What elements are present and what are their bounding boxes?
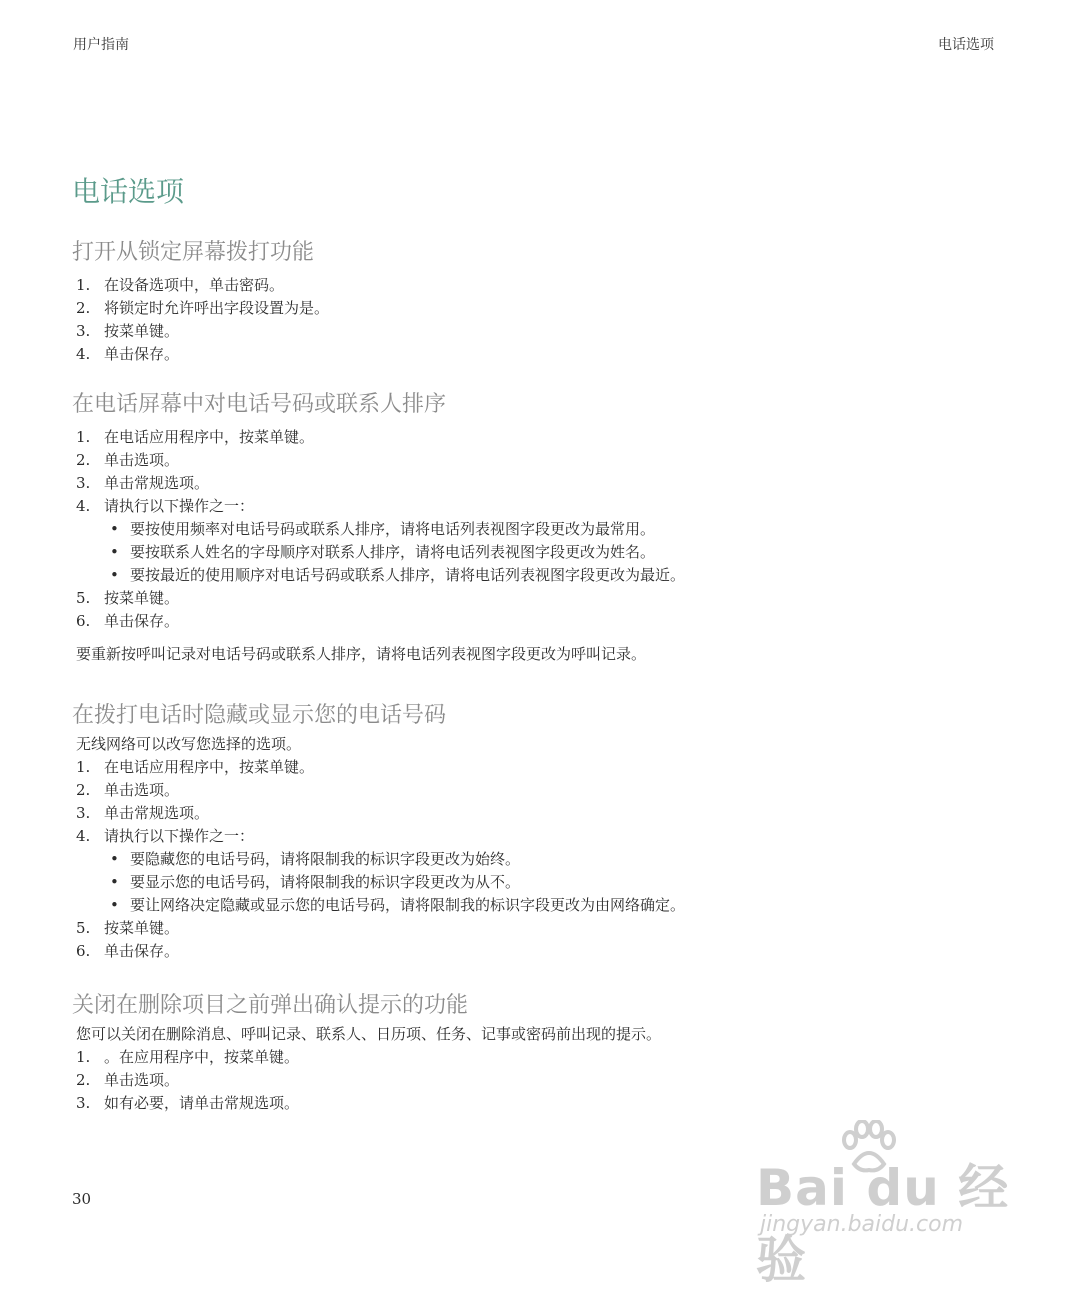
step-number: 3. — [76, 1094, 91, 1112]
section-lock-screen-dialing — [72, 238, 1002, 366]
step-number: 3. — [76, 474, 91, 492]
running-header-right: 电话选项 — [938, 37, 994, 53]
option-list — [72, 848, 1002, 917]
step-list — [72, 756, 1002, 963]
step-list — [72, 274, 1002, 366]
step-number: 1. — [76, 428, 91, 446]
section-sort-contacts — [72, 390, 1002, 666]
option-item — [108, 871, 1002, 894]
step-item — [72, 343, 1002, 366]
step-number: 4. — [76, 827, 91, 845]
step-item — [72, 1046, 1002, 1069]
step-text: 请执行以下操作之一： — [104, 827, 255, 845]
option-item — [108, 518, 1002, 541]
option-text: 要让网络决定隐藏或显示您的电话号码，请将限制我的标识字段更改为由网络确定。 — [130, 896, 686, 914]
step-text: 单击常规选项。 — [104, 474, 210, 492]
step-number: 1. — [76, 276, 91, 294]
section-heading: 在电话屏幕中对电话号码或联系人排序 — [72, 392, 447, 417]
option-text: 要按使用频率对电话号码或联系人排序，请将电话列表视图字段更改为最常用。 — [130, 520, 656, 538]
step-item — [72, 779, 1002, 802]
step-item — [72, 449, 1002, 472]
watermark-url: jingyan.baidu.com — [760, 1212, 964, 1237]
step-text: 按菜单键。 — [104, 589, 180, 607]
step-list — [72, 1046, 1002, 1115]
page-title: 电话选项 — [72, 175, 185, 208]
section-heading: 关闭在删除项目之前弹出确认提示的功能 — [72, 993, 469, 1018]
step-text: 单击保存。 — [104, 612, 180, 630]
step-text: 单击选项。 — [104, 781, 180, 799]
option-item — [108, 541, 1002, 564]
step-item — [72, 587, 1002, 610]
step-item — [72, 802, 1002, 825]
section-heading: 打开从锁定屏幕拨打功能 — [72, 240, 315, 265]
bullet-icon: • — [110, 850, 119, 868]
watermark-brand: Bai du 经验 — [756, 1159, 1010, 1289]
step-item — [72, 426, 1002, 449]
bullet-icon: • — [110, 873, 119, 891]
step-number: 6. — [76, 942, 91, 960]
step-list — [72, 426, 1002, 633]
option-text: 要显示您的电话号码，请将限制我的标识字段更改为从不。 — [130, 873, 521, 891]
step-text: 单击保存。 — [104, 345, 180, 363]
step-text: 在电话应用程序中，按菜单键。 — [104, 428, 315, 446]
step-text: 单击常规选项。 — [104, 804, 210, 822]
bullet-icon: • — [110, 543, 119, 561]
bullet-icon: • — [110, 896, 119, 914]
step-text: 按菜单键。 — [104, 322, 180, 340]
step-number: 4. — [76, 497, 91, 515]
step-text: 在电话应用程序中，按菜单键。 — [104, 758, 315, 776]
step-number: 3. — [76, 804, 91, 822]
step-number: 3. — [76, 322, 91, 340]
step-number: 2. — [76, 1071, 91, 1089]
option-text: 要按最近的使用顺序对电话号码或联系人排序，请将电话列表视图字段更改为最近。 — [130, 566, 686, 584]
section-heading: 在拨打电话时隐藏或显示您的电话号码 — [72, 703, 447, 728]
step-text: 按菜单键。 — [104, 919, 180, 937]
step-number: 1. — [76, 1048, 91, 1066]
step-item — [72, 472, 1002, 495]
step-number: 5. — [76, 589, 91, 607]
step-item — [72, 297, 1002, 320]
step-text: 如有必要，请单击常规选项。 — [104, 1094, 300, 1112]
option-text: 要按联系人姓名的字母顺序对联系人排序，请将电话列表视图字段更改为姓名。 — [130, 543, 656, 561]
step-item — [72, 917, 1002, 940]
page-number: 30 — [72, 1190, 92, 1208]
option-item — [108, 564, 1002, 587]
option-item — [108, 894, 1002, 917]
section-intro: 无线网络可以改写您选择的选项。 — [76, 735, 302, 753]
running-header-left: 用户指南 — [73, 37, 129, 53]
section-note: 要重新按呼叫记录对电话号码或联系人排序，请将电话列表视图字段更改为呼叫记录。 — [76, 645, 647, 663]
step-text: 在设备选项中，单击密码。 — [104, 276, 285, 294]
baidu-jingyan-watermark — [750, 1120, 1010, 1289]
step-item — [72, 756, 1002, 779]
step-text: 单击选项。 — [104, 1071, 180, 1089]
bullet-icon: • — [110, 566, 119, 584]
step-item — [72, 1069, 1002, 1092]
step-item — [72, 320, 1002, 343]
step-number: 1. — [76, 758, 91, 776]
step-number: 2. — [76, 451, 91, 469]
option-item — [108, 848, 1002, 871]
step-item — [72, 610, 1002, 633]
option-text: 要隐藏您的电话号码，请将限制我的标识字段更改为始终。 — [130, 850, 521, 868]
step-number: 5. — [76, 919, 91, 937]
step-item — [72, 1092, 1002, 1115]
step-text: 。在应用程序中，按菜单键。 — [104, 1048, 300, 1066]
step-text: 将锁定时允许呼出字段设置为是。 — [104, 299, 330, 317]
step-text: 单击保存。 — [104, 942, 180, 960]
bullet-icon: • — [110, 520, 119, 538]
step-item — [72, 825, 1002, 917]
step-number: 2. — [76, 781, 91, 799]
section-delete-confirmation — [72, 991, 1002, 1115]
step-text: 单击选项。 — [104, 451, 180, 469]
section-hide-caller-id — [72, 701, 1002, 963]
step-item — [72, 940, 1002, 963]
step-number: 4. — [76, 345, 91, 363]
step-item — [72, 274, 1002, 297]
step-number: 6. — [76, 612, 91, 630]
section-intro: 您可以关闭在删除消息、呼叫记录、联系人、日历项、任务、记事或密码前出现的提示。 — [76, 1025, 662, 1043]
option-list — [72, 518, 1002, 587]
step-item — [72, 495, 1002, 587]
step-text: 请执行以下操作之一： — [104, 497, 255, 515]
step-number: 2. — [76, 299, 91, 317]
